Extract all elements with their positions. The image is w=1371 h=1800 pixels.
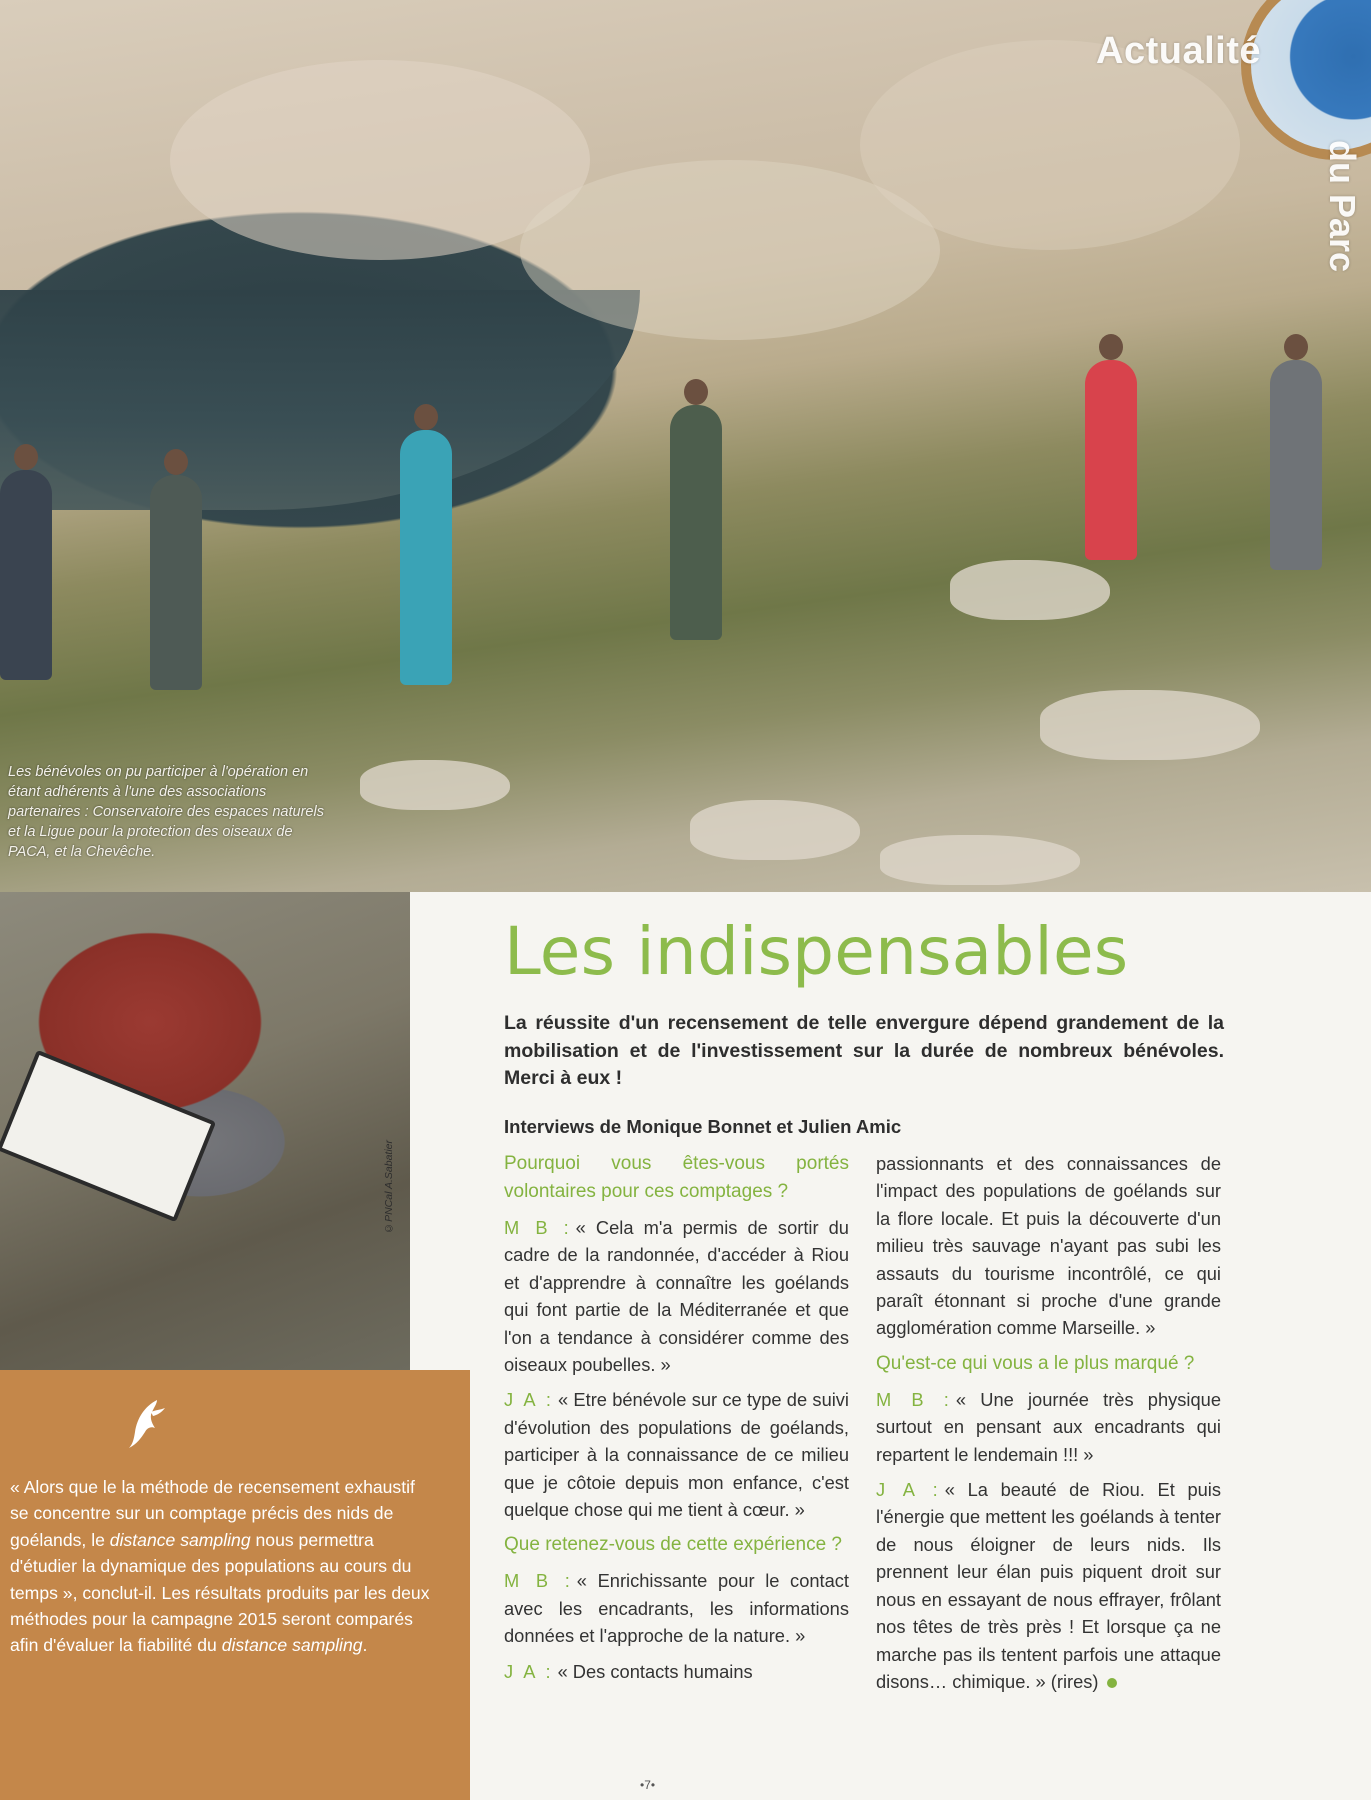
interview-answer: J A : « Des contacts humains	[504, 1660, 753, 1682]
seagull-icon	[127, 1398, 167, 1450]
hiker-figure	[0, 470, 52, 680]
quote-box	[0, 1370, 470, 1800]
rock	[690, 800, 860, 860]
article-column-right	[876, 1150, 1221, 1703]
article-column-left	[504, 1150, 849, 1693]
end-of-article-icon	[1107, 1678, 1117, 1688]
rock	[950, 560, 1110, 620]
section-label: Actualité	[1096, 30, 1261, 72]
section-sublabel: du Parc	[1322, 140, 1363, 273]
hiker-figure	[1270, 360, 1322, 570]
interview-answer: M B : « Enrichissante pour le contact avec les encadrants, les informations données et l'approche de la nature. »	[504, 1570, 849, 1647]
interview-question: Qu'est-ce qui vous a le plus marqué ?	[876, 1352, 1195, 1374]
photo-caption: Les bénévoles on pu participer à l'opération en étant adhérents à l'une des associations partenaires : Conservatoire des espaces naturels et la Ligue pour la protection des oiseaux de PACA, et la Chevêche.	[8, 764, 324, 860]
article-byline: Interviews de Monique Bonnet et Julien Amic	[504, 1116, 902, 1137]
hikers-photo	[0, 0, 1371, 892]
hiker-figure	[670, 405, 722, 640]
section-logo-ring	[1241, 0, 1371, 160]
interview-question: Pourquoi vous êtes-vous portés volontaires pour ces comptages ?	[504, 1153, 849, 1202]
volunteer-photo	[0, 892, 410, 1370]
hiker-figure	[400, 430, 452, 685]
quote-text: « Alors que le la méthode de recensement exhaustif se concentre sur un comptage précis des nids de goélands, le distance sampling nous permettra d'étudier la dynamique des populations au cours du temps », conclut-il. Les résultats produits par les deux méthodes pour la campagne 2015 seront comparés afin d'évaluer la fiabilité du distance sampling.	[10, 1477, 430, 1656]
hiker-figure	[150, 475, 202, 690]
section-tab	[1096, 0, 1371, 300]
interview-question: Que retenez-vous de cette expérience ?	[504, 1534, 842, 1556]
calanque-water	[0, 290, 640, 510]
photo-credit: ©PNCal A.Sabatier	[383, 1140, 395, 1234]
article-title: Les indispensables	[504, 913, 1129, 990]
interview-answer: M B : « Cela m'a permis de sortir du cadre de la randonnée, d'accéder à Riou et d'apprendre à connaître les goélands qui font partie de la Méditerranée et que l'on a tendance à considérer comme des oiseaux poubelles. »	[504, 1217, 849, 1376]
page-number: •7•	[640, 1778, 656, 1792]
interview-answer: passionnants et des connaissances de l'impact des populations de goélands sur la flore locale. Et puis la découverte d'un milieu très sauvage n'ayant pas subi les assauts du tourisme incontrôlé, ce qui paraît étonnant si proche d'une grande agglomération comme Marseille. »	[876, 1153, 1221, 1339]
rock	[1040, 690, 1260, 760]
hiker-figure	[1085, 360, 1137, 560]
rock	[360, 760, 510, 810]
rock	[880, 835, 1080, 885]
interview-answer: J A : « Etre bénévole sur ce type de suivi d'évolution des populations de goélands, participer à la connaissance de ce milieu que je côtoie depuis mon enfance, c'est quelque chose qui me tient à cœur. »	[504, 1389, 849, 1521]
interview-answer: J A : « La beauté de Riou. Et puis l'énergie que mettent les goélands à tenter de nous éloigner de leurs nids. Ils prennent leur élan puis piquent droit sur nous en essayant de nous effrayer, frôlant nos têtes de très près ! Et lorsque ça ne marche pas ils tentent parfois une attaque disons… chimique. » (rires)	[876, 1479, 1221, 1692]
clipboard	[0, 1050, 216, 1222]
article-standfirst: La réussite d'un recensement de telle envergure dépend grandement de la mobilisation et de l'investissement sur la durée de nombreux bénévoles. Merci à eux !	[504, 1012, 1224, 1089]
interview-answer: M B : « Une journée très physique surtout en pensant aux encadrants qui repartent le lendemain !!! »	[876, 1388, 1221, 1465]
